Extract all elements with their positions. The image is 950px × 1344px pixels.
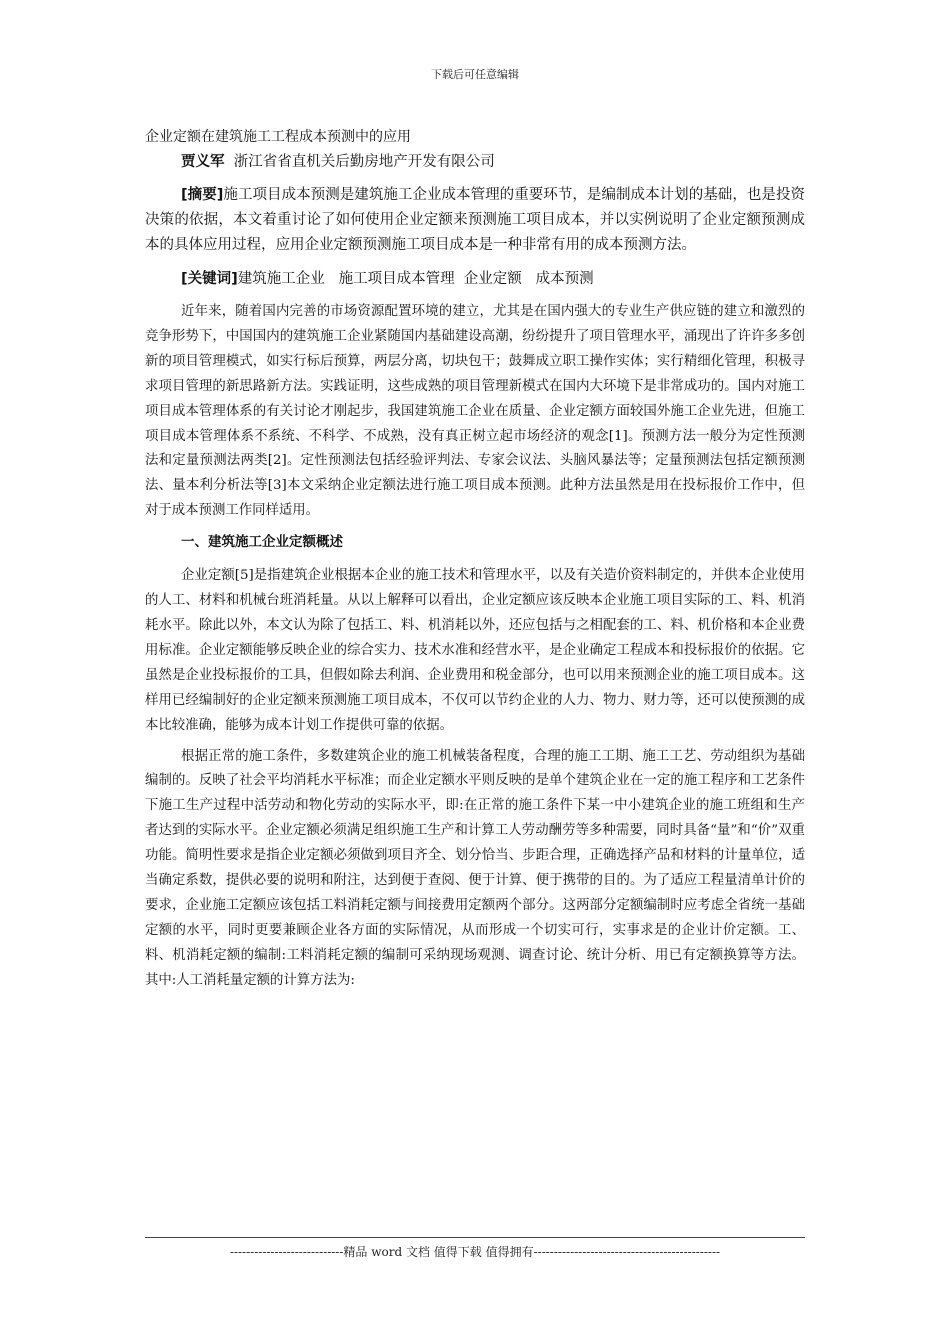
keywords-text: 建筑施工企业 施工项目成本管理 企业定额 成本预测: [237, 271, 594, 287]
intro-paragraph: 近年来，随着国内完善的市场资源配置环境的建立，尤其是在国内强大的专业生产供应链的建立和激烈的竞争形势下，中国国内的建筑施工企业紧随国内基础建设高潮，纷纷提升了项目管理水平，涌现出了许许多多创新的项目管理模式，如实行标后预算，两层分离，切块包干；鼓舞成立职工操作实体；实行精细化管理，积极寻求项目管理的新思路新方法。实践证明，这些成熟的项目管理新模式在国内大环境下是非常成功的。国内对施工项目成本管理体系的有关讨论才刚起步，我国建筑施工企业在质量、企业定额方面较国外施工企业先进，但施工项目成本管理体系不系统、不科学、不成熟，没有真正树立起市场经济的观念[1]。预测方法一般分为定性预测法和定量预测法两类[2]。定性预测法包括经验评判法、专家会议法、头脑风暴法等；定量预测法包括定额预测法、量本利分析法等[3]本文采纳企业定额法进行施工项目成本预测。此种方法虽然是用在投标报价工作中，但对于成本预测工作同样适用。: [145, 304, 805, 519]
author-affiliation: 浙江省省直机关后勤房地产开发有限公司: [233, 154, 495, 170]
section-paragraph: 根据正常的施工条件，多数建筑企业的施工机械装备程度，合理的施工工期、施工工艺、劳动组织为基础编制的。反映了社会平均消耗水平标准；而企业定额水平则反映的是单个建筑企业在一定的施工程序和工艺条件下施工生产过程中活劳动和物化劳动的实际水平，即:在正常的施工条件下某一中小建筑企业的施工班组和生产者达到的实际水平。企业定额必须满足组织施工生产和计算工人劳动酬劳等多种需要，同时具备“量”和“价”双重功能。简明性要求是指企业定额必须做到项目齐全、划分恰当、步距合理，正确选择产品和材料的计量单位，适当确定系数，提供必要的说明和附注，达到便于查阅、便于计算、便于携带的目的。为了适应工程量清单计价的要求，企业施工定额应该包括工料消耗定额与间接费用定额两个部分。这两部分定额编制时应考虑全省统一基础定额的水平，同时更要兼顾企业各方面的实际情况，从而形成一个切实可行，实事求是的企业计价定额。工、料、机消耗定额的编制:工料消耗定额的编制可采纳现场观测、调查讨论、统计分析、用已有定额换算等方法。其中:人工消耗量定额的计算方法为:: [145, 748, 805, 988]
abstract-label: [摘要]: [181, 187, 224, 203]
document-title: 企业定额在建筑施工工程成本预测中的应用: [145, 129, 411, 145]
header-note: 下载后可任意编辑: [431, 68, 519, 81]
abstract: [145, 183, 805, 258]
footer-note: ----------------------------精品 word 文档 值得下载 值得拥有----------------------------------------------: [229, 1245, 721, 1259]
section-heading: 一、建筑施工企业定额概述: [181, 534, 343, 551]
author-line: [145, 149, 805, 175]
author-name: 贾义军: [181, 154, 225, 170]
keywords-label: [关键词]: [181, 271, 238, 287]
footer-divider: [145, 1237, 805, 1238]
keywords: [145, 266, 805, 292]
section-paragraph: 企业定额[5]是指建筑企业根据本企业的施工技术和管理水平，以及有关造价资料制定的，并供本企业使用的人工、材料和机械台班消耗量。从以上解释可以看出，企业定额应该反映本企业施工项目实际的工、料、机消耗水平。除此以外，本文认为除了包括工、料、机消耗以外，还应包括与之相配套的工、料、机价格和本企业费用标准。企业定额能够反映企业的综合实力、技术水准和经营水平，是企业确定工程成本和投标报价的依据。它虽然是企业投标报价的工具，但假如除去利润、企业费用和税金部分，也可以用来预测企业的施工项目成本。这样用已经编制好的企业定额来预测施工项目成本，不仅可以节约企业的人力、物力、财力等，还可以使预测的成本比较准确，能够为成本计划工作提供可靠的依据。: [145, 568, 805, 733]
abstract-text: 施工项目成本预测是建筑施工企业成本管理的重要环节，是编制成本计划的基础，也是投资决策的依据，本文着重讨论了如何使用企业定额来预测施工项目成本，并以实例说明了企业定额预测成本的具体应用过程，应用企业定额预测施工项目成本是一种非常有用的成本预测方法。: [145, 187, 805, 253]
document-body: [145, 125, 805, 1000]
